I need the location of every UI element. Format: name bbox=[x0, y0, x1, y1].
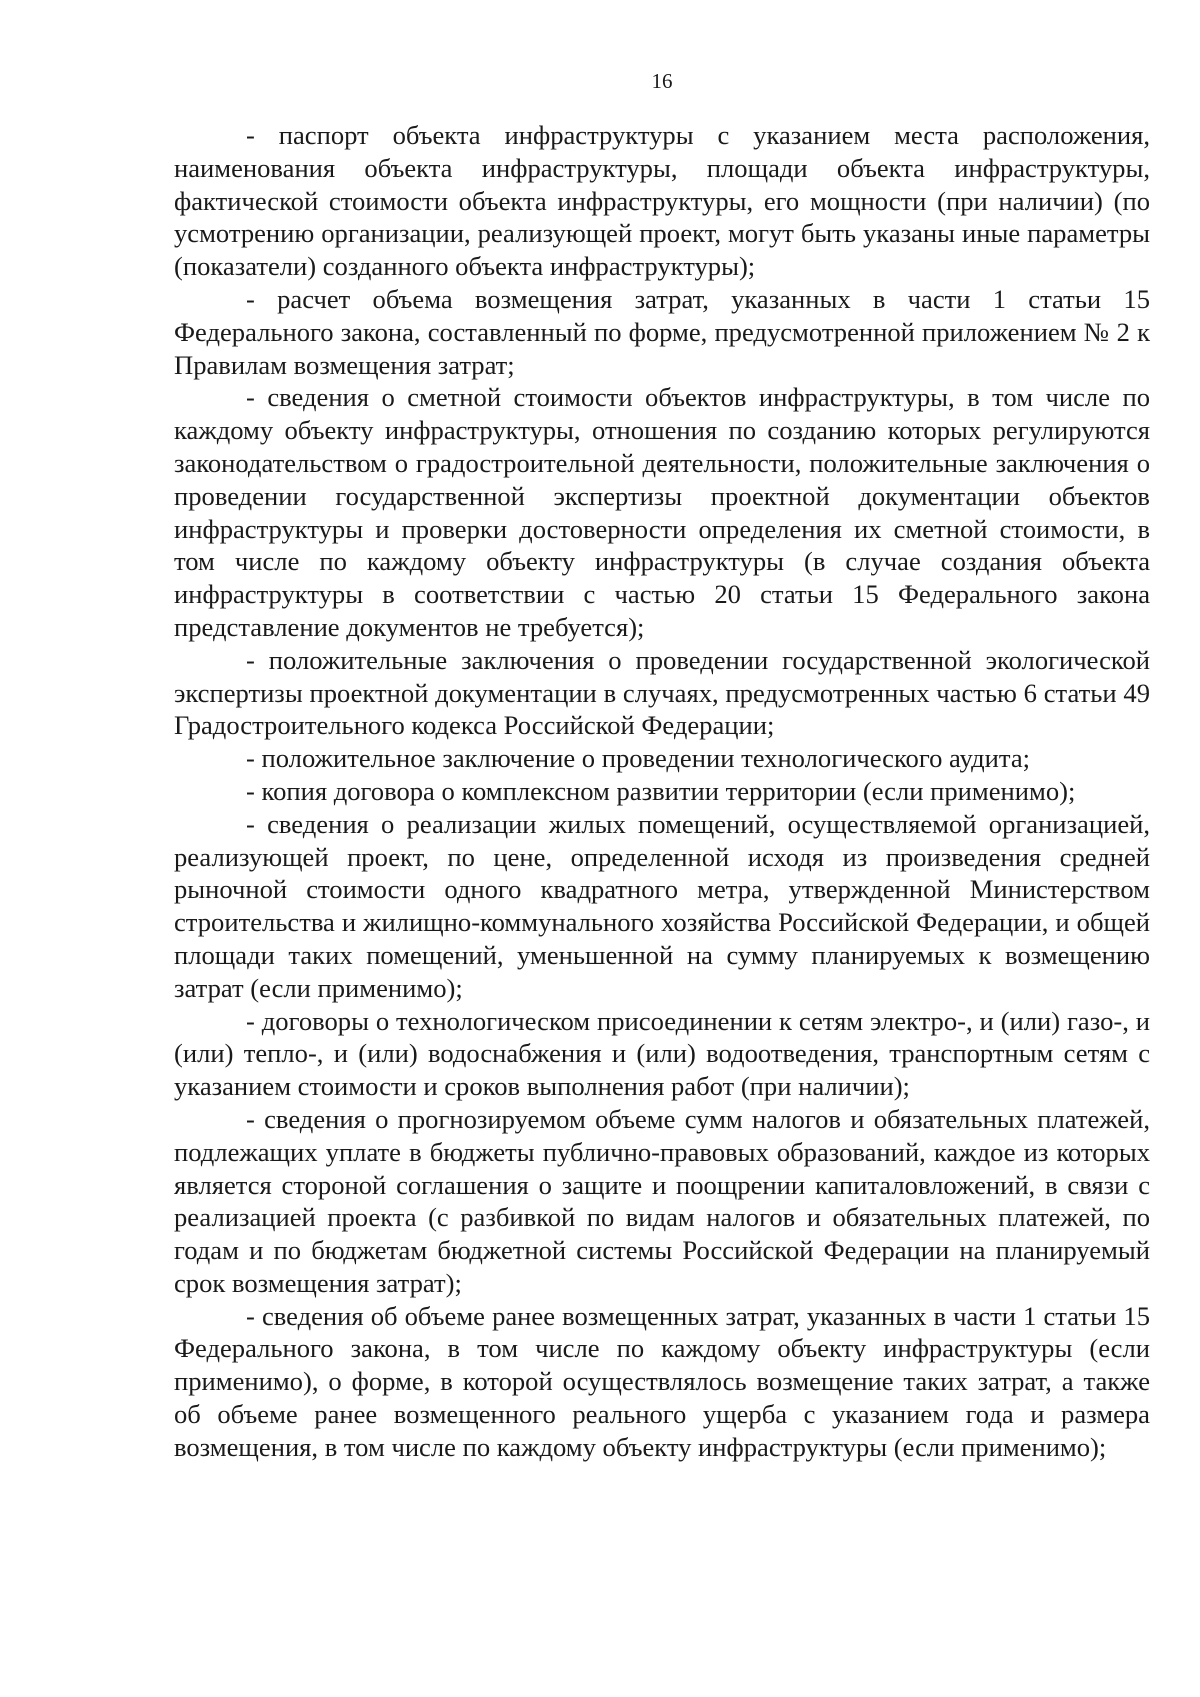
list-item: - паспорт объекта инфраструктуры с указанием места расположения, наименования объекта инфраструктуры, площади объекта инфраструктуры, фактической стоимости объекта инфраструктуры, его мощности (при наличии) (по усмотрению организации, реализующей проект, могут быть указаны иные параметры (показатели) созданного объекта инфраструктуры); bbox=[174, 120, 1150, 282]
list-item: - сведения о прогнозируемом объеме сумм налогов и обязательных платежей, подлежащих уплате в бюджеты публично-правовых образований, каждое из которых является стороной соглашения о защите и поощрении капиталовложений, в связи с реализацией проекта (с разбивкой по видам налогов и обязательных платежей, по годам и по бюджетам бюджетной системы Российской Федерации на планируемый срок возмещения затрат); bbox=[174, 1103, 1150, 1298]
list-item: - сведения об объеме ранее возмещенных затрат, указанных в части 1 статьи 15 Федерального закона, в том числе по каждому объекту инфраструктуры (если применимо), о форме, в которой осуществлялось возмещение таких затрат, а также об объеме ранее возмещенного реального ущерба с указанием года и размера возмещения, в том числе по каждому объекту инфраструктуры (если применимо); bbox=[174, 1300, 1150, 1462]
list-item: - положительное заключение о проведении технологического аудита; bbox=[246, 743, 1031, 774]
list-item: - сведения о сметной стоимости объектов инфраструктуры, в том числе по каждому объекту инфраструктуры, отношения по созданию которых регулируются законодательством о градостроительной деятельности, положительные заключения о проведении государственной экспертизы проектной документации объектов инфраструктуры и проверки достоверности определения их сметной стоимости, в том числе по каждому объекту инфраструктуры (в случае создания объекта инфраструктуры в соответствии с частью 20 статьи 15 Федерального закона представление документов не требуется); bbox=[174, 382, 1150, 642]
list-item: - положительные заключения о проведении государственной экологической экспертизы проектной документации в случаях, предусмотренных частью 6 статьи 49 Градостроительного кодекса Российской Федерации; bbox=[174, 644, 1150, 741]
list-item: - сведения о реализации жилых помещений, осуществляемой организацией, реализующей проект, по цене, определенной исходя из произведения средней рыночной стоимости одного квадратного метра, утвержденной Министерством строительства и жилищно-коммунального хозяйства Российской Федерации, и общей площади таких помещений, уменьшенной на сумму планируемых к возмещению затрат (если применимо); bbox=[174, 808, 1150, 1003]
list-item: - копия договора о комплексном развитии территории (если применимо); bbox=[246, 775, 1076, 806]
page-number: 16 bbox=[651, 69, 673, 93]
list-item: - договоры о технологическом присоединении к сетям электро-, и (или) газо-, и (или) тепло-, и (или) водоснабжения и (или) водоотведения, транспортным сетям с указанием стоимости и сроков выполнения работ (при наличии); bbox=[174, 1005, 1150, 1102]
list-item: - расчет объема возмещения затрат, указанных в части 1 статьи 15 Федерального закона, составленный по форме, предусмотренной приложением № 2 к Правилам возмещения затрат; bbox=[174, 283, 1150, 380]
